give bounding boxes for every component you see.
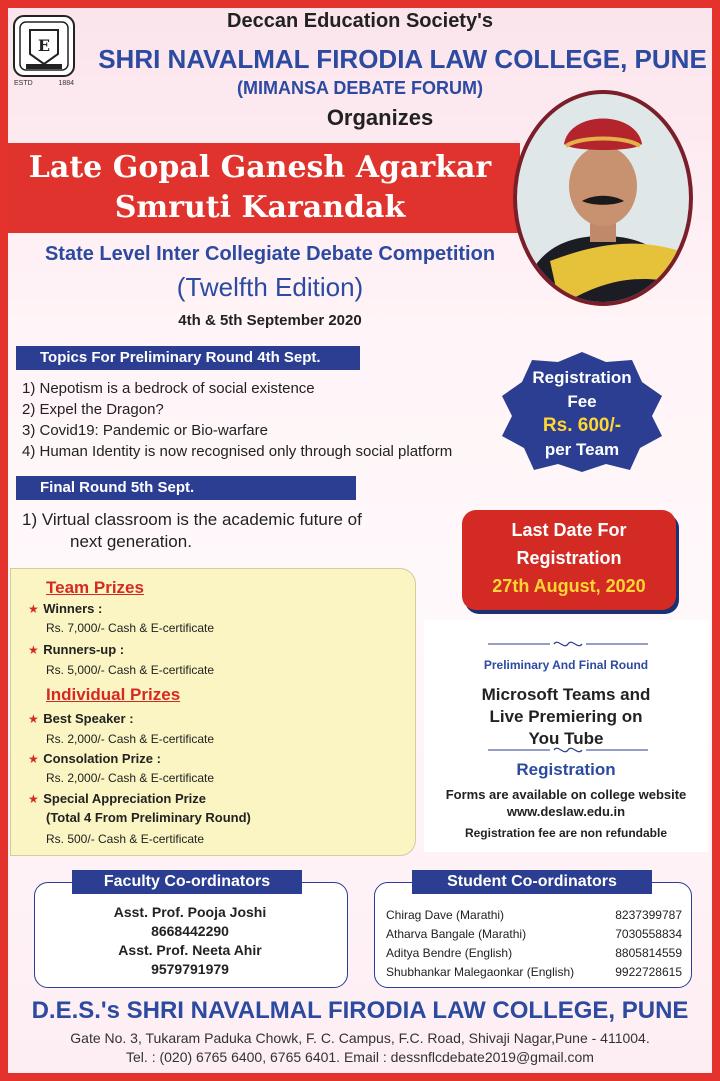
star-icon: ★ bbox=[28, 712, 39, 726]
prize-value: Rs. 7,000/- Cash & E-certificate bbox=[46, 621, 215, 635]
website-link[interactable]: www.deslaw.edu.in bbox=[506, 804, 626, 819]
society-name: Deccan Education Society's bbox=[227, 10, 493, 32]
faculty-name: Asst. Prof. Neeta Ahir bbox=[118, 942, 262, 958]
fee-amount: Rs. 600/- bbox=[542, 415, 622, 436]
last-date-value: 27th August, 2020 bbox=[492, 576, 646, 596]
fee-line3: per Team bbox=[544, 440, 620, 459]
faculty-phone: 8668442290 bbox=[151, 923, 229, 939]
list-item bbox=[386, 946, 682, 960]
rounds-label: Preliminary And Final Round bbox=[483, 658, 649, 672]
prize-name: Best Speaker : bbox=[43, 711, 134, 726]
prize-value: Rs. 2,000/- Cash & E-certificate bbox=[46, 732, 215, 746]
svg-text:E: E bbox=[37, 36, 51, 55]
topic-item: 3) Covid19: Pandemic or Bio-warfare bbox=[22, 422, 268, 439]
prize-consolation bbox=[28, 750, 161, 768]
platform-line2: Live Premiering on bbox=[489, 707, 643, 726]
last-date-line2: Registration bbox=[516, 548, 622, 568]
platform-line1: Microsoft Teams and bbox=[481, 685, 651, 704]
college-name: SHRI NAVALMAL FIRODIA LAW COLLEGE, PUNE bbox=[98, 44, 707, 74]
topic-item: 4) Human Identity is now recognised only through social platform bbox=[22, 443, 453, 460]
event-dates: 4th & 5th September 2020 bbox=[178, 312, 362, 329]
estd-year: 1884 bbox=[58, 80, 74, 87]
final-topic-line2: next generation. bbox=[70, 532, 192, 551]
forms-line: Forms are available on college website bbox=[445, 787, 687, 802]
event-title-line2: Smruti Karandak bbox=[114, 190, 406, 225]
final-heading: Final Round 5th Sept. bbox=[16, 476, 356, 500]
final-topic-line1: 1) Virtual classroom is the academic future of bbox=[22, 510, 362, 529]
registration-heading: Registration bbox=[516, 760, 616, 779]
student-heading: Student Co-ordinators bbox=[412, 870, 652, 894]
star-icon: ★ bbox=[28, 752, 39, 766]
footer-contact: Tel. : (020) 6765 6400, 6765 6401. Email : dessnflcdebate2019@gmail.com bbox=[126, 1049, 594, 1065]
ornament-divider-icon bbox=[488, 744, 648, 756]
competition-type: State Level Inter Collegiate Debate Competition bbox=[44, 243, 496, 265]
ornament-divider-icon bbox=[488, 638, 648, 650]
fee-line2: Fee bbox=[567, 392, 597, 411]
topic-item: 2) Expel the Dragon? bbox=[22, 401, 164, 418]
organizes-label: Organizes bbox=[326, 105, 434, 130]
forum-name: (MIMANSA DEBATE FORUM) bbox=[237, 78, 483, 98]
prize-name: Winners : bbox=[43, 601, 103, 616]
non-refundable-note: Registration fee are non refundable bbox=[464, 826, 668, 840]
student-name: Shubhankar Malegaonkar (English) bbox=[386, 965, 575, 979]
prize-runners-up bbox=[28, 641, 124, 659]
team-prizes-heading: Team Prizes bbox=[46, 578, 144, 597]
edition-label: (Twelfth Edition) bbox=[176, 272, 364, 302]
individual-prizes-heading: Individual Prizes bbox=[46, 685, 181, 704]
prize-special bbox=[28, 790, 206, 808]
faculty-name: Asst. Prof. Pooja Joshi bbox=[113, 904, 267, 920]
student-phone: 9922728615 bbox=[615, 965, 682, 979]
student-phone: 7030558834 bbox=[615, 927, 682, 941]
footer-college: D.E.S.'s SHRI NAVALMAL FIRODIA LAW COLLEGE, PUNE bbox=[31, 997, 689, 1024]
star-icon: ★ bbox=[28, 602, 39, 616]
fee-line1: Registration bbox=[532, 368, 632, 387]
platform-line3: You Tube bbox=[528, 729, 604, 748]
portrait-image bbox=[510, 86, 696, 306]
list-item bbox=[386, 927, 682, 941]
last-date-line1: Last Date For bbox=[511, 520, 627, 540]
footer-address: Gate No. 3, Tukaram Paduka Chowk, F. C. Campus, F.C. Road, Shivaji Nagar,Pune - 411004. bbox=[70, 1030, 650, 1046]
prize-name: Consolation Prize : bbox=[43, 751, 161, 766]
list-item bbox=[386, 965, 682, 979]
prize-value: Rs. 500/- Cash & E-certificate bbox=[46, 832, 205, 846]
faculty-phone: 9579791979 bbox=[151, 961, 229, 977]
faculty-heading: Faculty Co-ordinators bbox=[72, 870, 302, 894]
prize-value: Rs. 2,000/- Cash & E-certificate bbox=[46, 771, 215, 785]
estd-label: ESTD bbox=[14, 80, 33, 87]
student-name: Atharva Bangale (Marathi) bbox=[386, 927, 527, 941]
fee-badge bbox=[502, 366, 662, 462]
star-icon: ★ bbox=[28, 643, 39, 657]
last-date bbox=[462, 516, 676, 600]
prize-name: Runners-up : bbox=[43, 642, 125, 657]
student-name: Chirag Dave (Marathi) bbox=[386, 908, 505, 922]
prize-name: Special Appreciation Prize bbox=[43, 791, 207, 806]
topic-item: 1) Nepotism is a bedrock of social existence bbox=[22, 380, 315, 397]
student-name: Aditya Bendre (English) bbox=[386, 946, 513, 960]
preliminary-heading: Topics For Preliminary Round 4th Sept. bbox=[16, 346, 360, 370]
prize-winners bbox=[28, 600, 102, 618]
list-item bbox=[386, 908, 682, 922]
registration-forms bbox=[424, 786, 708, 820]
student-phone: 8237399787 bbox=[615, 908, 682, 922]
prize-value: Rs. 5,000/- Cash & E-certificate bbox=[46, 663, 215, 677]
event-title-line1: Late Gopal Ganesh Agarkar bbox=[28, 150, 492, 185]
faculty-list bbox=[34, 903, 346, 979]
preliminary-topics bbox=[22, 378, 452, 462]
star-icon: ★ bbox=[28, 792, 39, 806]
platform-info bbox=[424, 684, 708, 750]
prize-best-speaker bbox=[28, 710, 134, 728]
student-phone: 8805814559 bbox=[615, 946, 682, 960]
prize-extra: (Total 4 From Preliminary Round) bbox=[46, 810, 251, 825]
